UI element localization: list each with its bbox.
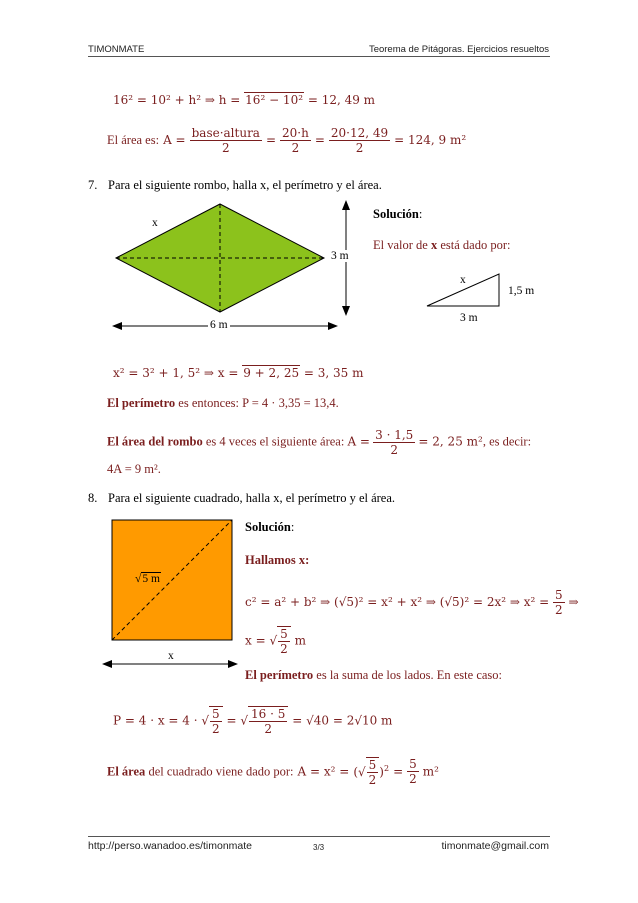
square-figure [98,516,238,670]
triangle-side-label: 1,5 m [508,285,535,297]
square-diag-label: √5 m [135,573,160,585]
ex7-area-final: 4A = 9 m². [107,462,161,476]
rhombus-figure [108,196,368,334]
ex7-perimetro: El perímetro es entonces: P = 4 · 3,35 = 13,4. [107,396,339,410]
header-right: Teorema de Pitágoras. Ejercicios resueltos [368,44,549,55]
rhombus-width-label: 6 m [210,319,228,331]
ex8-equation-2: x = √ $\frac{5}{2}$ m [245,627,306,656]
footer-email[interactable]: timonmate@gmail.com [441,840,549,852]
ex7-number: 7. [88,178,98,192]
ex8-hallamos: Hallamos x: [245,553,310,567]
ex8-equation-1: c² = a² + b² ⇒ (√5)² = x² + x² ⇒ (√5)² = 2x² ⇒ x² = $\frac{5}{2}$ ⇒ [245,588,579,617]
ex7-valor: El valor de x está dado por: [373,238,511,252]
ex8-number: 8. [88,491,98,505]
ex7-solucion: Solución: [373,207,423,221]
prev-area-line: El área es: A = $\frac{\text{base·altura}}{2}$ = $\frac{20\cdot h}{2}$ = $\frac{20\cdot 12, 49}{2}$ = 124, 9 m² [107,126,467,155]
triangle-x-label: x [460,274,466,286]
footer-page-number: 3/3 [313,843,325,852]
rhombus-height-label: 3 m [331,250,349,262]
prev-equation: 16² = 10² + h² ⇒ h = 16² − 10² = 12, 49 m [113,93,376,107]
rhombus-x-label: x [152,217,158,229]
ex8-solucion: Solución: [245,520,295,534]
ex7-equation: x² = 3² + 1, 5² ⇒ x = 9 + 2, 25 = 3, 35 m [113,366,364,380]
ex8-perimeter-equation: P = 4 · x = 4 · √ $\frac{5}{2}$ = √ $\frac{16 \cdot 5}{2}$ = √40 = 2√10 m [113,707,393,736]
footer-rule [88,836,550,837]
triangle-base-label: 3 m [460,312,478,324]
ex7-area: El área del rombo es 4 veces el siguiente área: A = $\frac{3 \cdot 1,5}{2}$ = 2, 25 m², es decir: [107,428,532,457]
ex8-statement: Para el siguiente cuadrado, halla x, el perímetro y el área. [108,491,396,505]
ex8-perimetro: El perímetro es la suma de los lados. En este caso: [245,668,502,682]
ex8-area: El área del cuadrado viene dado por: A = x² = (√ $\frac{5}{2}$ )$^2$ = $\frac{5}{2}$ m² [107,757,439,787]
header-left: TIMONMATE [88,44,145,55]
square-x-label: x [168,650,174,662]
footer-url[interactable]: http://perso.wanadoo.es/timonmate [88,840,253,852]
header-rule [88,56,550,57]
ex7-statement: Para el siguiente rombo, halla x, el perímetro y el área. [108,178,382,192]
